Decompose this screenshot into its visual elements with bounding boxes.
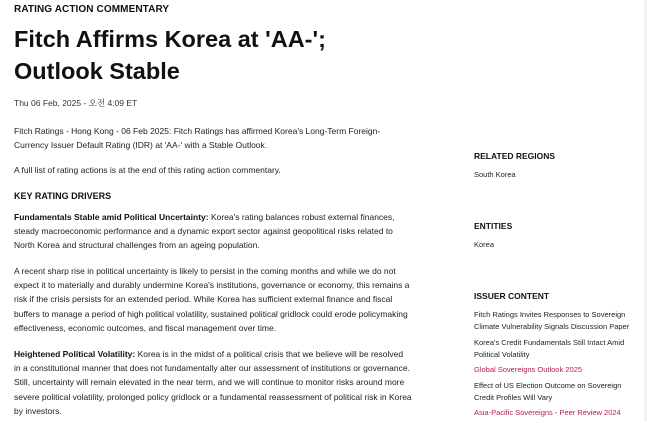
page-title-line-2: Outlook Stable (14, 58, 180, 84)
issuer-content-item-global-outlook[interactable]: Global Sovereigns Outlook 2025 (474, 365, 582, 374)
driver-2-title: Heightened Political Volatility: (14, 349, 136, 359)
full-list-note: A full list of rating actions is at the end of this rating action commentary. (14, 165, 281, 175)
issuer-content-item-peer-review[interactable]: Asia-Pacific Sovereigns - Peer Review 2024 (474, 408, 621, 417)
driver-1-paragraph (14, 210, 412, 253)
page-title (14, 23, 414, 87)
driver-1-text: Korea's rating balances robust external finances, steady macroeconomic performance and a dynamic export sector against geopolitical risks related to North Korea and structural challenges from an ageing population. (14, 212, 395, 251)
issuer-content-item-us-election[interactable]: Effect of US Election Outcome on Sovereign Credit Profiles Will Vary (474, 380, 622, 402)
region-link-south-korea[interactable]: South Korea (474, 170, 516, 179)
entity-link-korea[interactable]: Korea (474, 240, 495, 249)
key-rating-drivers-heading: KEY RATING DRIVERS (14, 191, 112, 201)
issuer-content-heading: ISSUER CONTENT (474, 291, 550, 301)
driver-1-title: Fundamentals Stable amid Political Uncertainty: (14, 212, 209, 222)
driver-2-text: Korea is in the midst of a political crisis that we believe will be resolved in a constitutional manner that does not fundamentally alter our assessment of institutions or governance. Still, uncertainty will remain elevated in the near term, and we will continue to monitor risks around more severe political volatility, prolonged policy gridlock or a fundamental reassessment of political risk in Korea by investors. (14, 349, 412, 416)
issuer-content-item-credit-fundamentals[interactable]: Korea's Credit Fundamentals Still Intact Amid Political Volatility (474, 337, 625, 359)
intro-paragraph: Fitch Ratings - Hong Kong - 06 Feb 2025: Fitch Ratings has affirmed Korea's Long-Term Foreign-Currency Issuer Default Rating (IDR) at 'AA-' with a Stable Outlook. (14, 126, 381, 151)
page-title-line-1: Fitch Affirms Korea at 'AA-'; (14, 26, 326, 52)
related-regions-heading: RELATED REGIONS (474, 151, 556, 161)
driver-1-followup-paragraph: A recent sharp rise in political uncertainty is likely to persist in the coming months and while we do not expect it to materially and durably undermine Korea's institutions, governance or economy, this remains a risk if the crisis persists for an extended period. While Korea has sufficient external finance and fiscal buffers to manage a period of high political volatility, sustained political gridlock could erode policymaking effectiveness, economic outcomes, and fiscal management over time. (14, 266, 410, 333)
issuer-content-item-climate-signals[interactable]: Fitch Ratings Invites Responses to Sovereign Climate Vulnerability Signals Discussion Paper (474, 310, 630, 331)
driver-2-paragraph (14, 347, 412, 418)
issuer-content-list (474, 309, 642, 423)
publish-date: Thu 06 Feb, 2025 - 오전 4:09 ET (14, 98, 138, 108)
entities-heading: ENTITIES (474, 221, 513, 231)
article-kicker: RATING ACTION COMMENTARY (14, 4, 170, 15)
